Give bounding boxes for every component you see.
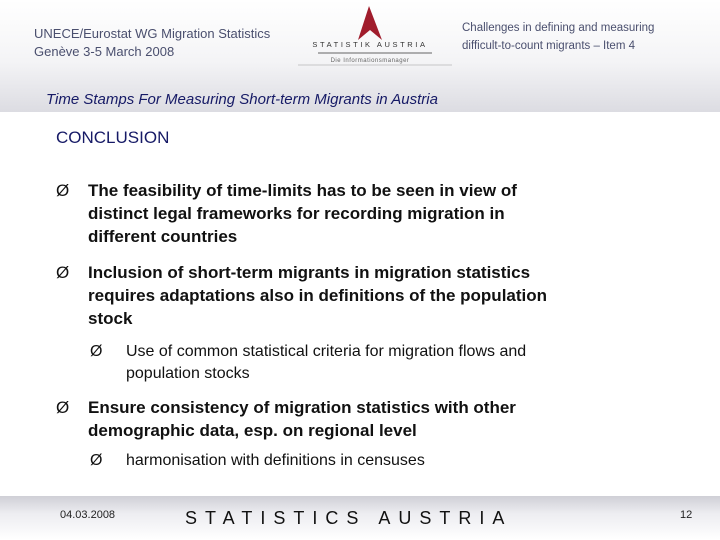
bullet-line: Ensure consistency of migration statistics with other xyxy=(88,398,516,417)
arrow-bullet-icon: Ø xyxy=(56,398,70,417)
sub-bullet-item xyxy=(90,341,526,385)
bullet-item xyxy=(56,396,516,442)
bullet-line: stock xyxy=(88,309,133,328)
section-title: CONCLUSION xyxy=(56,128,170,147)
slide-footer xyxy=(0,496,720,540)
conference-date: Genève 3-5 March 2008 xyxy=(34,44,175,59)
sub-bullet-line: harmonisation with definitions in censuses xyxy=(126,452,425,469)
conference-name: UNECE/Eurostat WG Migration Statistics xyxy=(34,26,271,41)
bullet-line: The feasibility of time-limits has to be seen in view of xyxy=(88,181,517,200)
sub-bullet-item xyxy=(90,450,425,472)
conference-info xyxy=(34,25,270,61)
bullet-line: distinct legal frameworks for recording migration in xyxy=(88,204,505,223)
topic-line-2: difficult-to-count migrants – Item 4 xyxy=(462,40,635,52)
logo-wordmark: STATISTIK AUSTRIA xyxy=(312,40,428,49)
arrow-bullet-icon: Ø xyxy=(90,452,103,469)
arrow-bullet-icon: Ø xyxy=(56,263,70,282)
bullet-line: requires adaptations also in definitions of the population xyxy=(88,286,548,305)
footer-date: 04.03.2008 xyxy=(60,509,116,521)
bullet-line: different countries xyxy=(88,227,238,246)
footer-brand: STATISTICS AUSTRIA xyxy=(185,508,513,528)
arrow-bullet-icon: Ø xyxy=(56,181,70,200)
bullet-line: Inclusion of short-term migrants in migration statistics xyxy=(88,263,531,282)
page-number: 12 xyxy=(680,509,693,521)
bullet-line: demographic data, esp. on regional level xyxy=(88,421,417,440)
logo-tagline: Die Informationsmanager xyxy=(330,58,410,64)
arrow-bullet-icon: Ø xyxy=(90,343,103,360)
bullet-item xyxy=(56,261,547,330)
sub-bullet-line: Use of common statistical criteria for migration flows and xyxy=(126,343,527,360)
logo-red-triangle-icon xyxy=(358,6,382,40)
topic-line-1: Challenges in defining and measuring xyxy=(462,22,655,34)
slide-subtitle: Time Stamps For Measuring Short-term Migrants in Austria xyxy=(46,91,438,108)
presentation-topic xyxy=(462,19,712,55)
sub-bullet-line: population stocks xyxy=(126,365,250,382)
bullet-item xyxy=(56,179,517,248)
